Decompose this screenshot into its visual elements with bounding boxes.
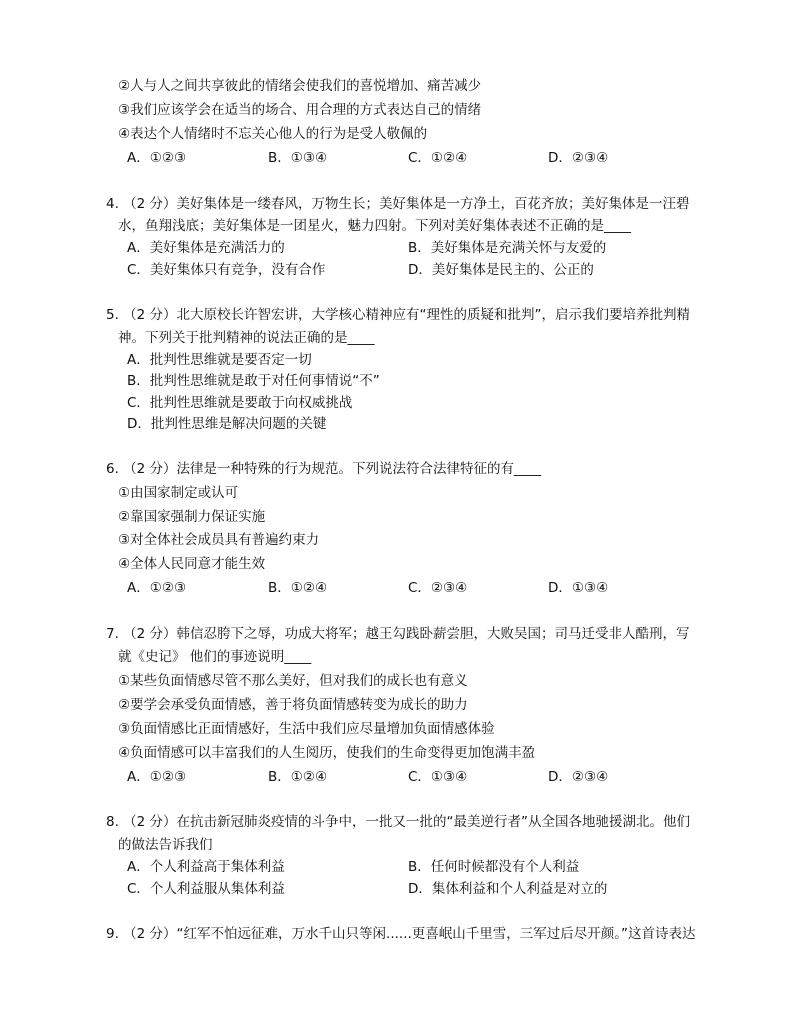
q8-option-a: A．个人利益高于集体利益 (127, 859, 285, 875)
q7-option-b: B．①②④ (268, 769, 328, 785)
q4-stem-line2: 水，鱼翔浅底；美好集体是一团星火，魅力四射。下列对美好集体表述不正确的是____ (118, 218, 631, 234)
q7-item-2: ②要学会承受负面情感，善于将负面情感转变为成长的助力 (118, 697, 468, 713)
q8-stem-line2: 的做法告诉我们 (118, 837, 213, 853)
q4-option-b: B．美好集体是充满关怀与友爱的 (408, 240, 607, 256)
q4-option-a: A．美好集体是充满活力的 (127, 240, 285, 256)
q6-item-3: ③对全体社会成员具有普遍约束力 (118, 532, 320, 548)
q7-item-1: ①某些负面情感尽管不那么美好，但对我们的成长也有意义 (118, 673, 468, 689)
q5-option-b: B．批判性思维就是敢于对任何事情说“不” (127, 373, 380, 389)
q7-item-4: ④负面情感可以丰富我们的人生阅历，使我们的生命变得更加饱满丰盈 (118, 745, 536, 761)
q4-option-d: D．美好集体是民主的、公正的 (408, 262, 594, 278)
q6-item-2: ②靠国家强制力保证实施 (118, 509, 266, 525)
q6-item-4: ④全体人民同意才能生效 (118, 556, 266, 572)
q7-option-c: C．①③④ (408, 769, 468, 785)
q6-option-d: D．①③④ (548, 580, 609, 596)
q5-option-c: C．批判性思维就是要敢于向权威挑战 (127, 395, 353, 411)
q7-item-3: ③负面情感比正面情感好，生活中我们应尽量增加负面情感体验 (118, 721, 495, 737)
prev-item-2: ②人与人之间共享彼此的情绪会使我们的喜悦增加、痛苦减少 (118, 78, 482, 94)
prev-item-4: ④表达个人情绪时不忘关心他人的行为是受人敬佩的 (118, 126, 428, 142)
q7-option-d: D．②③④ (548, 769, 609, 785)
q5-stem-line2: 神。下列关于批判精神的说法正确的是____ (118, 330, 375, 346)
prev-option-c: C．①②④ (408, 150, 468, 166)
q7-option-a: A．①②③ (127, 769, 187, 785)
prev-item-3: ③我们应该学会在适当的场合、用合理的方式表达自己的情绪 (118, 102, 482, 118)
q8-stem-line1: 8. （2 分）在抗击新冠肺炎疫情的斗争中，一批又一批的“最美逆行者”从全国各地驰援湖北。他们 (106, 814, 691, 830)
q5-option-a: A．批判性思维就是要否定一切 (127, 352, 312, 368)
prev-option-a: A．①②③ (127, 150, 187, 166)
q5-option-d: D．批判性思维是解决问题的关键 (127, 416, 327, 432)
q4-option-c: C．美好集体只有竞争，没有合作 (127, 262, 326, 278)
q8-option-c: C．个人利益服从集体利益 (127, 881, 285, 897)
q7-stem-line2: 就《史记》 他们的事迹说明____ (118, 649, 312, 665)
q9-stem-line1: 9. （2 分）“红军不怕远征难，万水千山只等闲......更喜岷山千里雪，三军过后尽开颜。”这首诗表达 (106, 926, 696, 942)
q7-stem-line1: 7. （2 分）韩信忍胯下之辱，功成大将军；越王勾践卧薪尝胆，大败吴国；司马迁受非人酷刑，写 (106, 626, 690, 642)
q6-option-c: C．②③④ (408, 580, 468, 596)
q6-stem-line1: 6. （2 分）法律是一种特殊的行为规范。下列说法符合法律特征的有____ (106, 461, 542, 477)
q6-item-1: ①由国家制定或认可 (118, 485, 239, 501)
q6-option-b: B．①②④ (268, 580, 328, 596)
q8-option-d: D．集体利益和个人利益是对立的 (408, 881, 608, 897)
q4-stem-line1: 4. （2 分）美好集体是一缕春风，万物生长；美好集体是一方净土，百花齐放；美好集体是一汪碧 (106, 196, 690, 212)
q8-option-b: B．任何时候都没有个人利益 (408, 859, 580, 875)
prev-option-b: B．①③④ (268, 150, 328, 166)
q5-stem-line1: 5. （2 分）北大原校长许智宏讲，大学核心精神应有“理性的质疑和批判”，启示我们要培养批判精 (106, 307, 691, 323)
prev-option-d: D．②③④ (548, 150, 609, 166)
q6-option-a: A．①②③ (127, 580, 187, 596)
